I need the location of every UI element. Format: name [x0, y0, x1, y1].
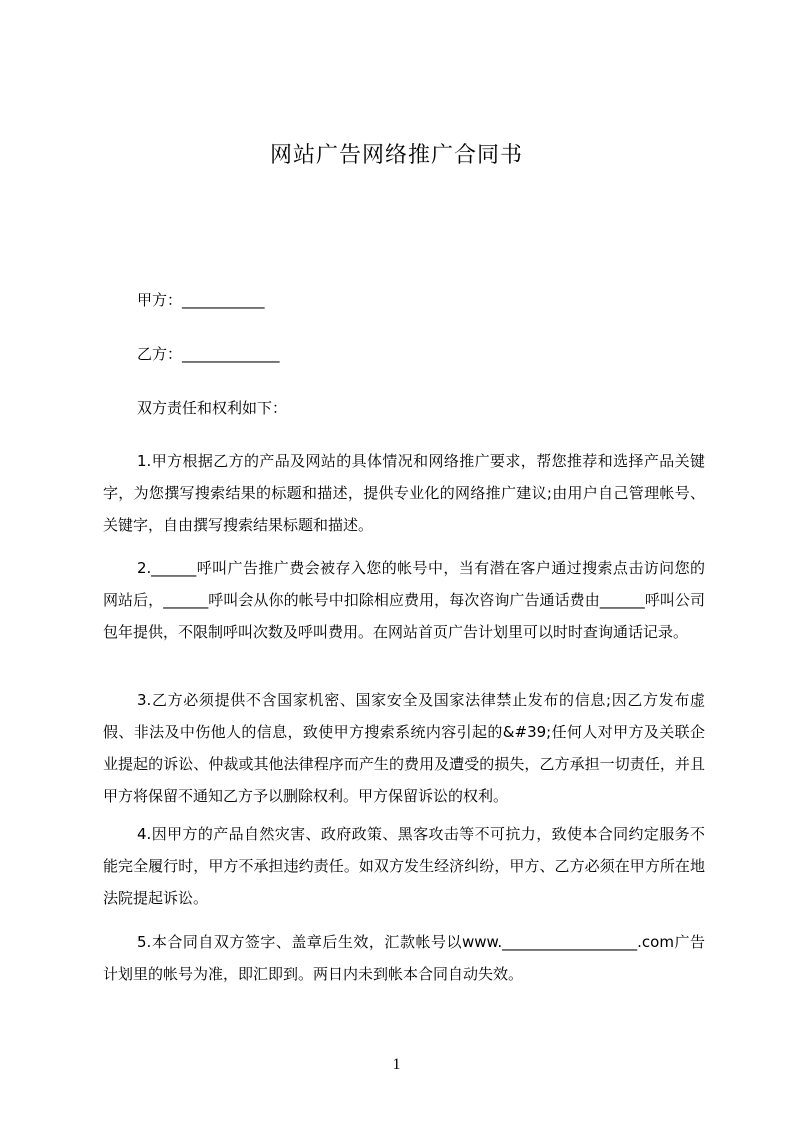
clause-2: 2.______呼叫广告推广费会被存入您的帐号中，当有潜在客户通过搜索点击访问您的网站后，______呼叫会从你的帐号中扣除相应费用，每次咨询广告通话费由______呼叫公司包年提供，不限制呼叫次数及呼叫费用。在网站首页广告计划里可以时时查询通话记录。 [103, 559, 705, 641]
page-number: 1 [392, 1056, 401, 1073]
party-b-line: 乙方：_____________ [137, 345, 280, 363]
clause-3: 3.乙方必须提供不含国家机密、国家安全及国家法律禁止发布的信息;因乙方发布虚假、非法及中伤他人的信息，致使甲方搜索系统内容引起的&#39;任何人对甲方及关联企业提起的诉讼、仲裁或其他法律程序而产生的费用及遭受的损失，乙方承担一切责任，并且甲方将保留不通知乙方予以删除权利。甲方保留诉讼的权利。 [103, 691, 705, 805]
clause-5: 5.本合同自双方签字、盖章后生效，汇款帐号以www.__________________.com广告计划里的帐号为准，即汇即到。两日内未到帐本合同自动失效。 [103, 933, 705, 983]
clause-1: 1.甲方根据乙方的产品及网站的具体情况和网络推广要求，帮您推荐和选择产品关键字，为您撰写搜索结果的标题和描述，提供专业化的网络推广建议;由用户自己管理帐号、关键字，自由撰写搜索结果标题和描述。 [103, 452, 705, 534]
document-title: 网站广告网络推广合同书 [269, 143, 523, 168]
party-a-line: 甲方：___________ [137, 291, 265, 309]
clause-4: 4.因甲方的产品自然灾害、政府政策、黑客攻击等不可抗力，致使本合同约定服务不能完全履行时，甲方不承担违约责任。如双方发生经济纠纷，甲方、乙方必须在甲方所在地法院提起诉讼。 [103, 825, 705, 907]
responsibilities-intro: 双方责任和权利如下： [137, 399, 288, 417]
